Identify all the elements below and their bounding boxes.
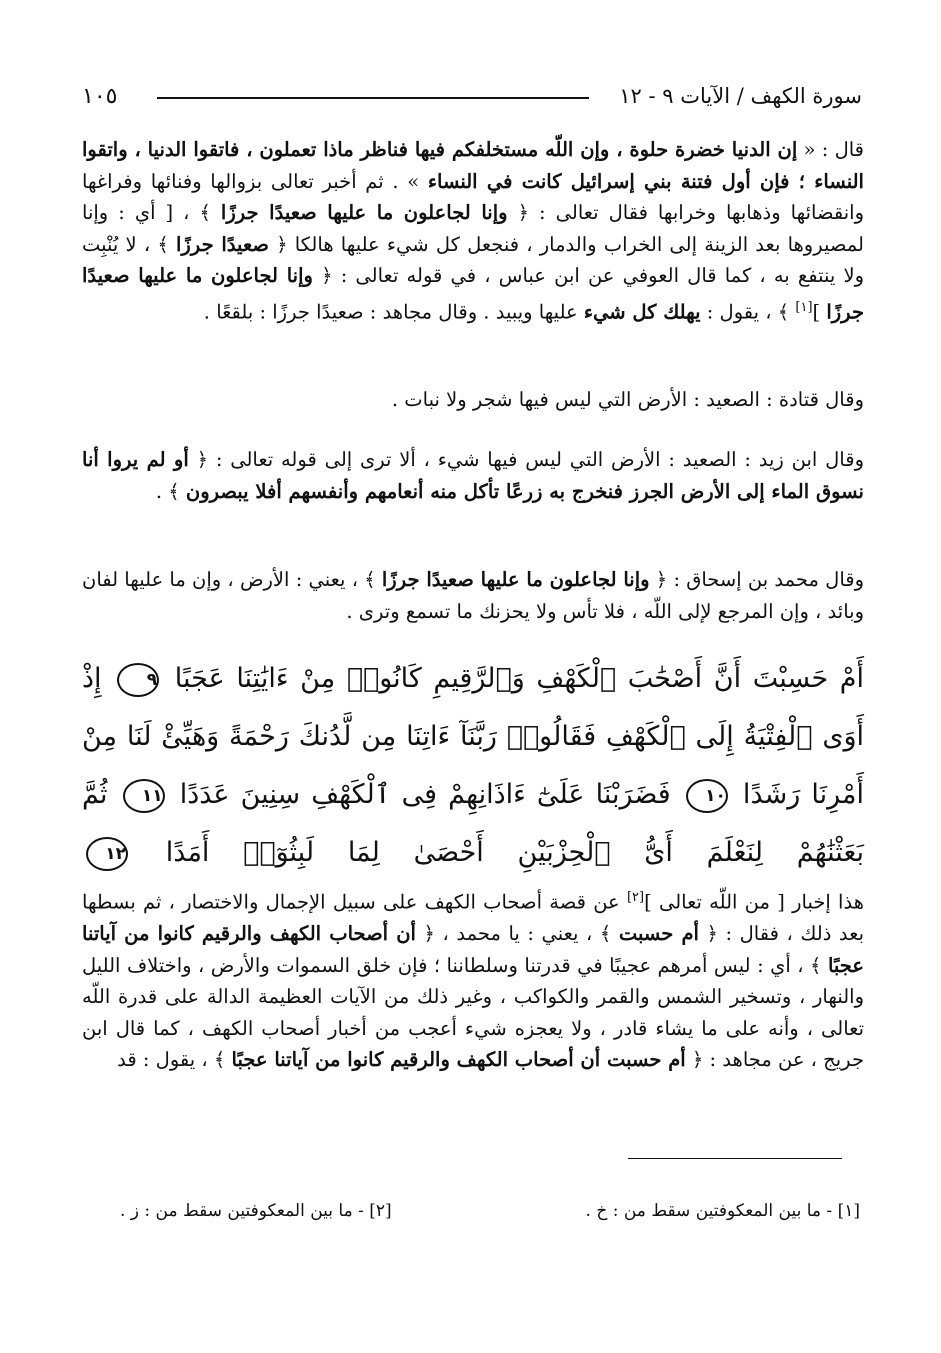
- footnote-rule: [628, 1158, 842, 1159]
- text-run: هذا إخبار [ من اللّه تعالى ]: [644, 890, 864, 914]
- quran-verses: [82, 650, 864, 882]
- quoted-text: أم حسبت: [618, 922, 699, 945]
- footnote-1: [١] - ما بين المعكوفتين سقط من : خ .: [585, 1201, 860, 1221]
- text-run: عليها ويبيد . وقال مجاهد : صعيدًا جرزًا : بلقعًا .: [203, 300, 584, 323]
- text-run: ﴾ ، يقول : قد: [117, 1048, 232, 1071]
- quoted-text: صعيدًا جرزًا: [175, 232, 269, 256]
- ayah-text: فَضَرَبْنَا عَلَىٰٓ ءَاذَانِهِمْ فِى ٱلْكَهْفِ سِنِينَ عَدَدًا: [168, 779, 671, 810]
- header-rule: [157, 97, 589, 99]
- paragraph-qatada: [82, 384, 864, 416]
- running-title: سورة الكهف / الآيات ٩ - ١٢: [619, 84, 862, 108]
- text-run: ﴾ ، أي : ليس أمرهم عجيبًا في قدرتنا وسلطاننا ؛ فإن خلق السموات والأرض ، واختلاف الليل والنهار ، وتسخير الشمس والقمر والكواكب ، وغير ذلك من الآيات العظيمة الدالة على قدرة اللّه تعالى ، وأنه على ما يشاء قادر ، ولا يعجزه شيء أعجب من أخبار أصحاب الكهف ، كما قال ابن جريج ، عن مجاهد : ﴿: [82, 953, 864, 1071]
- paragraph-kahf-story: [82, 882, 864, 1076]
- quoted-text: أن أصحاب الكهف والرقيم كانوا من آياتنا عجبًا: [82, 922, 864, 977]
- ayah-number-marker: ١٢: [86, 837, 128, 871]
- ayah-number-marker: ١٠: [686, 779, 728, 813]
- text-run: ﴾ ، يعني : يا محمد ، ﴿: [415, 922, 619, 945]
- text-run: عن قصة أصحاب الكهف على سبيل الإجمال والاختصار ، ثم بسطها بعد ذلك ، فقال : ﴿: [82, 890, 865, 945]
- text-run: ﴾ ، لا يُنْبِت ولا ينتفع به ، كما قال العوفي عن ابن عباس ، في قوله تعالى : ﴿: [82, 232, 865, 287]
- text-run: » . ثم أخبر تعالى بزوالها وفنائها وفراغها وانقضائها وذهابها وخرابها فقال تعالى : ﴿: [82, 169, 864, 224]
- text-run: ﴾ ، يعني : الأرض ، وإن ما عليها لفان وبائد ، وإن المرجع لإلى اللّه ، فلا تأس ولا يحزنك ما تسمع وترى .: [82, 568, 864, 623]
- quoted-text: أم حسبت أن أصحاب الكهف والرقيم كانوا من آياتنا عجبًا: [231, 1048, 686, 1071]
- page-header: [82, 76, 862, 116]
- text-run: ]: [812, 300, 827, 323]
- quoted-text: وإنا لجاعلون ما عليها صعيدًا جرزًا: [82, 264, 864, 323]
- ayah-text: أَمْ حَسِبْتَ أَنَّ أَصْحَٰبَ ٱلْكَهْفِ وَٱلرَّقِيمِ كَانُوا۟ مِنْ ءَايَٰتِنَا عَجَبًا: [163, 663, 864, 694]
- text-run: وقال ابن زيد : الصعيد : الأرض التي ليس فيها شيء ، ألا ترى إلى قوله تعالى : ﴿: [188, 448, 864, 471]
- quoted-text: أو لم يروا أنا نسوق الماء إلى الأرض الجرز فنخرج به زرعًا تأكل منه أنعامهم وأنفسهم أفلا يبصرون: [82, 448, 864, 503]
- text-run: وقال قتادة : الصعيد : الأرض التي ليس فيها شجر ولا نبات .: [391, 388, 864, 411]
- text-run: قال : «: [797, 138, 864, 161]
- ayah-text: إِذْ أَوَى ٱلْفِتْيَةُ إِلَى ٱلْكَهْفِ فَقَالُوا۟ رَبَّنَآ ءَاتِنَا مِن لَّدُنكَ رَحْمَةً وَهَيِّئْ لَنَا مِنْ أَمْرِنَا رَشَدًا: [82, 663, 864, 810]
- quoted-text: يهلك كل شيء: [583, 300, 701, 323]
- text-run: وقال محمد بن إسحاق : ﴿: [649, 568, 864, 591]
- paragraph-dunya: [82, 134, 864, 328]
- text-run: ﴾ ، [ أي : وإنا لمصيروها بعد الزينة إلى الخراب والدمار ، فنجعل كل شيء عليها هالكا ﴿: [82, 201, 864, 256]
- footnote-2: [٢] - ما بين المعكوفتين سقط من : ز .: [120, 1201, 392, 1221]
- text-run: ﴾ .: [155, 479, 186, 503]
- ayah-number-marker: ١١: [123, 779, 165, 813]
- text-run: ﴾ ، يقول :: [700, 300, 796, 323]
- ayah-text: ثُمَّ بَعَثْنَٰهُمْ لِنَعْلَمَ أَىُّ ٱلْحِزْبَيْنِ أَحْصَىٰ لِمَا لَبِثُوٓا۟ أَمَدًا: [82, 779, 864, 868]
- paragraph-ibn-ishaq: [82, 564, 864, 627]
- quoted-text: وإنا لجاعلون ما عليها صعيدًا جرزًا: [220, 201, 508, 224]
- page-number: ١٠٥: [82, 83, 118, 109]
- paragraph-ibn-zayd: [82, 444, 864, 507]
- quoted-text: إن الدنيا خضرة حلوة ، وإن اللّه مستخلفكم فيها فناظر ماذا تعملون ، فاتقوا الدنيا ، واتقوا النساء ؛ فإن أول فتنة بني إسرائيل كانت في النساء: [82, 138, 864, 193]
- ayah-number-marker: ٩: [117, 663, 159, 697]
- footnotes: [120, 1198, 860, 1224]
- footnote-ref: [١]: [795, 299, 813, 315]
- quoted-text: وإنا لجاعلون ما عليها صعيدًا جرزًا: [381, 568, 650, 591]
- footnote-ref: [٢]: [626, 890, 645, 905]
